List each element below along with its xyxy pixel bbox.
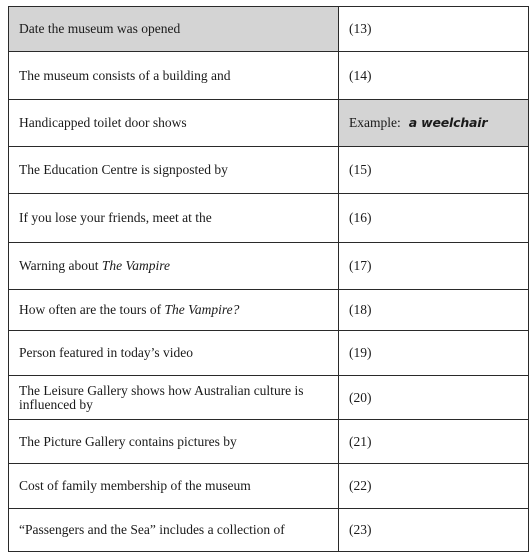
table-row xyxy=(9,331,529,376)
table-row xyxy=(9,7,529,52)
prompt-cell: Handicapped toilet door shows xyxy=(9,100,339,147)
note-completion-table xyxy=(8,6,529,552)
answer-cell: (20) xyxy=(339,376,529,420)
table-row xyxy=(9,147,529,194)
prompt-cell: The Education Centre is signposted by xyxy=(9,147,339,194)
answer-cell: (19) xyxy=(339,331,529,376)
example-cell xyxy=(339,100,529,147)
prompt-cell: The Leisure Gallery shows how Australian culture is influenced by xyxy=(9,376,339,420)
prompt-cell: “Passengers and the Sea” includes a collection of xyxy=(9,509,339,552)
prompt-cell: Person featured in today’s video xyxy=(9,331,339,376)
prompt-title-italic: The Vampire xyxy=(101,258,171,273)
answer-cell: (22) xyxy=(339,464,529,509)
answer-cell: (15) xyxy=(339,147,529,194)
prompt-title-italic: The Vampire? xyxy=(164,302,240,317)
answer-cell: (16) xyxy=(339,194,529,243)
answer-cell: (18) xyxy=(339,290,529,331)
table-row xyxy=(9,420,529,464)
table-row xyxy=(9,52,529,100)
table-row xyxy=(9,100,529,147)
table-row xyxy=(9,509,529,552)
answer-cell: (21) xyxy=(339,420,529,464)
answer-cell: (17) xyxy=(339,243,529,290)
example-answer: a weelchair xyxy=(408,115,488,130)
table-row xyxy=(9,243,529,290)
prompt-text: How often are the tours of xyxy=(19,302,165,317)
prompt-cell: Cost of family membership of the museum xyxy=(9,464,339,509)
answer-cell: (14) xyxy=(339,52,529,100)
answer-cell: (23) xyxy=(339,509,529,552)
table-row xyxy=(9,194,529,243)
prompt-cell: The Picture Gallery contains pictures by xyxy=(9,420,339,464)
prompt-cell xyxy=(9,243,339,290)
table-row xyxy=(9,376,529,420)
answer-cell: (13) xyxy=(339,7,529,52)
example-label: Example: xyxy=(349,115,401,130)
table-row xyxy=(9,290,529,331)
table-row xyxy=(9,464,529,509)
prompt-text: Warning about xyxy=(19,258,102,273)
prompt-cell: If you lose your friends, meet at the xyxy=(9,194,339,243)
prompt-cell: Date the museum was opened xyxy=(9,7,339,52)
prompt-cell: The museum consists of a building and xyxy=(9,52,339,100)
prompt-cell xyxy=(9,290,339,331)
